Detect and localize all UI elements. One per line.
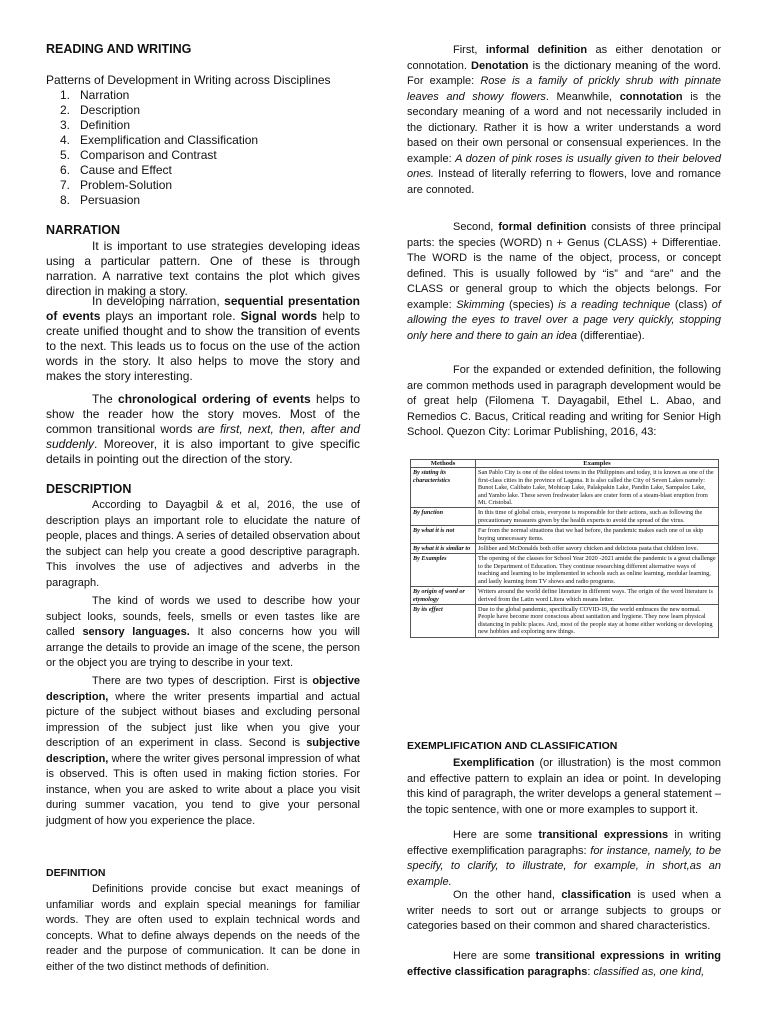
table-header-methods: Methods	[411, 460, 476, 468]
pattern-label: Exemplification and Classification	[80, 133, 259, 147]
example-cell: San Pablo City is one of the oldest towns in the Philippines and today, it is known as one of the first-class cities in the province of Laguna. It is also called the City of Seven Lakes namely: Bunot Lake, Calibato Lake, Mohicap Lake, Palakpakin Lake, Pandin Lake, Sampaloc Lake, and Yambo lake. These seven freshwater lakes are crater form of a steam-blast eruption from Mt. Cristobal.	[476, 468, 719, 508]
pattern-number: 3.	[59, 118, 70, 132]
table-row	[411, 468, 719, 508]
definition-methods-table	[410, 459, 719, 638]
exemplification-paragraph-1: Exemplification (or illustration) is the most common and effective pattern to explain an idea or point. In developing this kind of paragraph, the writer develops a general statement –the topic sentence, with one or more examples to support it.	[407, 757, 721, 816]
pattern-number: 6.	[59, 163, 70, 177]
pattern-item	[46, 163, 258, 178]
method-cell: By function	[411, 508, 476, 526]
pattern-item	[46, 88, 258, 103]
table-header-row	[411, 460, 719, 468]
table-row	[411, 604, 719, 637]
narration-heading: NARRATION	[46, 223, 121, 237]
method-cell: By what it is similar to	[411, 544, 476, 554]
pattern-number: 8.	[59, 193, 70, 207]
formal-definition-paragraph: Second, formal definition consists of three principal parts: the species (WORD) n + Genus (CLASS) + Differentiae. The WORD is the name of the object, process, or concept defined. This is usually followed by “is” and “are” and the CLASS or general group to which the objects belongs. For example: Skimming (species) is a reading technique (class) of allowing the eyes to travel over a page very quickly, stopping only here and there to gain an idea (differentiae).	[407, 221, 721, 342]
method-cell: By origin of word or etymology	[411, 587, 476, 605]
table-row	[411, 526, 719, 544]
definition-paragraph-1: Definitions provide concise but exact meanings of unfamiliar words and explain special meanings for familiar words. They are often used to explain technical words and concepts. What to define always depends on the needs of the reader and the purpose of communication. It can be done in either of the two distinct methods of definition.	[46, 883, 360, 973]
description-heading: DESCRIPTION	[46, 482, 132, 496]
example-cell: Due to the global pandemic, specifically COVID-19, the world embraces the new normal. People have become more conscious about sanitation and hygiene. They now learn physical distancing in public places. And, most of the people stay at home either working or developing new hobbies and exploring new things.	[476, 604, 719, 637]
narration-paragraph-3: The chronological ordering of events helps to show the reader how the story moves. Most of the common transitional words are first, next, then, after and suddenly. Moreover, it is also important to give specific details in pointing out the direction of the story.	[46, 392, 360, 466]
example-cell: Jollibee and McDonalds both offer savory chicken and delicious pasta that children love.	[476, 544, 719, 554]
example-cell: The opening of the classes for School Year 2020 -2021 amidst the pandemic is a great challenge to the Department of Education. They continue researching different alternative ways of teaching and learning to be implemented in schools such as online learning, modular learning, and lastly learning from TV shows and radio programs.	[476, 554, 719, 587]
table-header-examples: Examples	[476, 460, 719, 468]
informal-definition-paragraph: First, informal definition as either denotation or connotation. Denotation is the dictionary meaning of the word. For example: Rose is a family of prickly shrub with pinnate leaves and showy flowers. Meanwhile, connotation is the secondary meaning of a word and not necessarily included in the dictionary. Rather it is how a writer understands a word based on their own personal or consensual experiences. In the example: A dozen of pink roses is usually given to their beloved ones. Instead of literally referring to flowers, love and romance are connoted.	[407, 44, 721, 196]
pattern-item	[46, 178, 258, 193]
page-title: READING AND WRITING	[46, 42, 192, 56]
pattern-label: Cause and Effect	[80, 163, 172, 177]
table-row	[411, 554, 719, 587]
exemplification-paragraph-2: Here are some transitional expressions in writing effective exemplification paragraphs: for instance, namely, to be specify, to clarify, to illustrate, for example, in short,as an example.	[407, 829, 722, 888]
example-cell: Far from the normal situations that we had before, the pandemic makes each one of us skip buying unnecessary items.	[476, 526, 719, 544]
pattern-item	[46, 133, 258, 148]
pattern-item	[46, 148, 258, 163]
extended-definition-paragraph: For the expanded or extended definition, the following are common methods used in paragraph development would be of great help (Filomena T. Dayagabil, Ethel L. Abao, and Remedios C. Bacus, Critical reading and writing for Senior High School. Quezon City: Lorimar Publishing, 2016, 43:	[407, 364, 721, 438]
method-cell: By Examples	[411, 554, 476, 587]
pattern-label: Persuasion	[80, 193, 141, 207]
definition-heading: DEFINITION	[46, 867, 106, 879]
pattern-label: Narration	[80, 88, 130, 102]
table-row	[411, 508, 719, 526]
pattern-number: 4.	[59, 133, 70, 147]
pattern-number: 7.	[59, 178, 70, 192]
method-cell: By what it is not	[411, 526, 476, 544]
method-cell: By its effect	[411, 604, 476, 637]
example-cell: Writers around the world define literature in different ways. The origin of the word literature is derived from the Latin word Litera which means letter.	[476, 587, 719, 605]
pattern-number: 5.	[59, 148, 70, 162]
example-cell: In this time of global crisis, everyone is responsible for their actions, such as following the precautionary measures given by the health experts to avoid the spread of the virus.	[476, 508, 719, 526]
description-paragraph-2: The kind of words we used to describe how your subject looks, sounds, feels, smells or even tastes like are called sensory languages. It also concerns how you will arrange the details to provide an image of the scene, the person or the object you are trying to describe in your text.	[46, 595, 360, 669]
classification-paragraph-1: On the other hand, classification is used when a writer needs to sort out or arrange subjects to groups or categories based on their common and shared characteristics.	[407, 889, 721, 932]
description-paragraph-3: There are two types of description. First is objective description, where the writer presents impartial and actual picture of the subject without biases and excluding personal impression of the subject just like when you give your description of an experiment in class. Second is subjective description, where the writer gives personal impression of what is observed. This is often used in making fiction stories. For instance, when you are asked to write about a place you visit during summer vacation, you tend to give your personal judgment of how you experience the place.	[46, 675, 361, 827]
pattern-item	[46, 118, 258, 133]
patterns-heading: Patterns of Development in Writing across Disciplines	[46, 73, 331, 87]
pattern-item	[46, 193, 258, 208]
method-cell: By stating its characteristics	[411, 468, 476, 508]
pattern-label: Problem-Solution	[80, 178, 173, 192]
pattern-item	[46, 103, 258, 118]
pattern-label: Description	[80, 103, 141, 117]
classification-paragraph-2: Here are some transitional expressions in writing effective classification paragraphs: classified as, one kind,	[407, 950, 721, 978]
table-row	[411, 587, 719, 605]
pattern-number: 2.	[59, 103, 70, 117]
pattern-label: Definition	[80, 118, 131, 132]
table-row	[411, 544, 719, 554]
exemplification-heading: EXEMPLIFICATION AND CLASSIFICATION	[407, 740, 618, 752]
patterns-list	[46, 88, 258, 208]
narration-paragraph-1: It is important to use strategies developing ideas using a particular pattern. One of these is through narration. A narrative text contains the plot which gives direction in making a story.	[46, 239, 360, 298]
pattern-number: 1.	[59, 88, 70, 102]
pattern-label: Comparison and Contrast	[80, 148, 217, 162]
description-paragraph-1: According to Dayagbil & et al, 2016, the use of description plays an important role to elucidate the nature of people, places and things. A series of detailed observation about the subject can help you create a good descriptive paragraph. This involves the use of adjectives and adverbs in the paragraph.	[46, 499, 360, 589]
narration-paragraph-2: In developing narration, sequential presentation of events plays an important role. Signal words help to create unified thought and to show the transition of events to the next. This leads us to focus on the use of the action words in the story. It also helps to move the story and makes the story interesting.	[46, 294, 360, 383]
